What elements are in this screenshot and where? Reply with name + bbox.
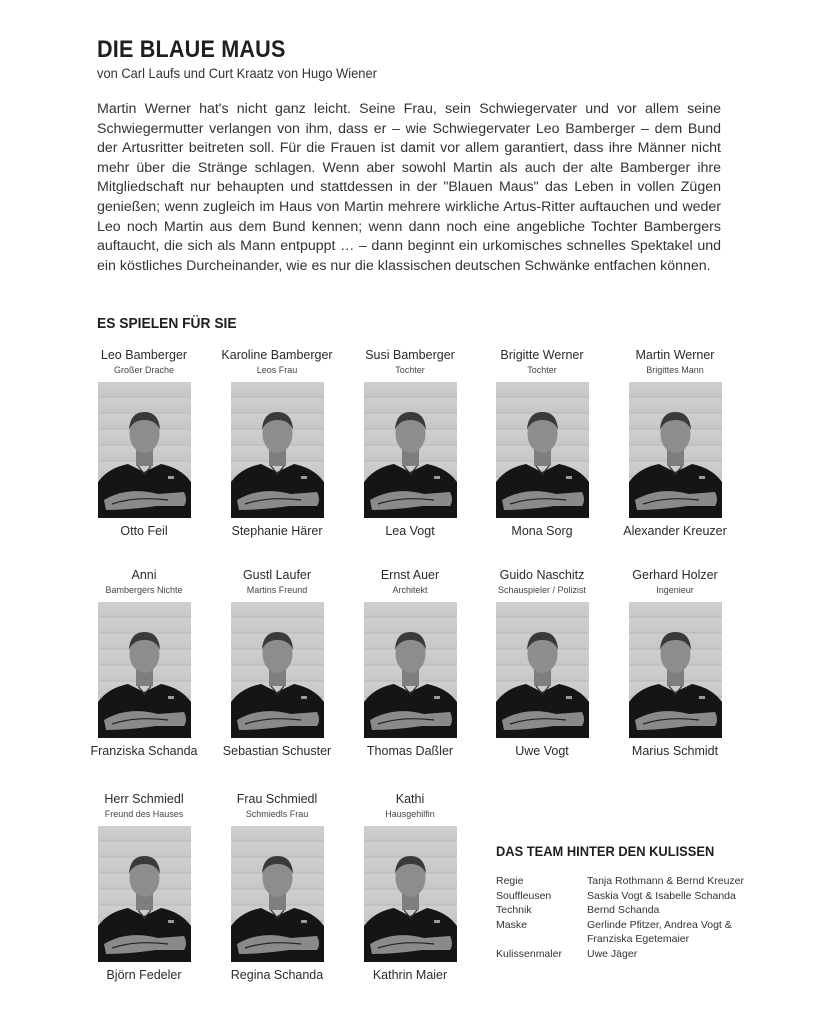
team-function: Souffleusen: [496, 889, 552, 902]
role-description: Großer Drache: [113, 365, 175, 375]
actor-name: Lea Vogt: [385, 524, 435, 538]
role-description: Architekt: [392, 585, 428, 595]
team-function: Regie: [496, 875, 524, 887]
role-name: Susi Bamberger: [365, 348, 455, 362]
team-row: [496, 918, 756, 947]
portrait-photo: [629, 602, 722, 738]
actor-name: Otto Feil: [120, 524, 168, 538]
actor-name: Uwe Vogt: [515, 744, 569, 758]
actor-photo: [496, 382, 589, 518]
portrait-photo: [231, 602, 324, 738]
actor-name: Thomas Daßler: [366, 744, 454, 758]
actor-photo: [231, 382, 324, 518]
actor-name: Regina Schanda: [230, 968, 324, 982]
actor-name: Stephanie Härer: [231, 524, 323, 538]
cast-card: [340, 792, 480, 982]
actor-photo: [364, 382, 457, 518]
role-name: Guido Naschitz: [499, 568, 585, 582]
role-description: Freund des Hauses: [104, 809, 184, 819]
cast-heading: ES SPIELEN FÜR SIE: [97, 315, 237, 332]
team-names: Tanja Rothmann & Bernd Kreuzer: [587, 875, 745, 887]
portrait-photo: [98, 826, 191, 962]
actor-photo: [629, 382, 722, 518]
actor-photo: [231, 602, 324, 738]
team-function: Technik: [496, 904, 532, 916]
role-name: Frau Schmiedl: [236, 792, 318, 806]
role-name: Martin Werner: [635, 348, 715, 362]
role-description: Schauspieler / Polizist: [497, 585, 587, 595]
actor-name: Franziska Schanda: [90, 744, 198, 758]
team-heading: DAS TEAM HINTER DEN KULISSEN: [496, 843, 715, 859]
team-row: [496, 889, 756, 904]
cast-card: [207, 348, 347, 538]
actor-photo: [496, 602, 589, 738]
portrait-photo: [98, 382, 191, 518]
role-description: Hausgehilfin: [385, 809, 435, 819]
actor-photo: [98, 602, 191, 738]
portrait-photo: [364, 602, 457, 738]
role-name: Karoline Bamberger: [221, 348, 333, 362]
portrait-photo: [231, 382, 324, 518]
cast-card: [605, 568, 745, 758]
team-row: [496, 903, 756, 918]
actor-name: Mona Sorg: [511, 524, 573, 538]
role-name: Gustl Laufer: [242, 568, 312, 582]
actor-name: Kathrin Maier: [372, 968, 448, 982]
actor-name: Marius Schmidt: [631, 744, 719, 758]
portrait-photo: [629, 382, 722, 518]
team-list: [496, 874, 756, 961]
cast-card: [207, 568, 347, 758]
role-description: Brigittes Mann: [646, 365, 704, 375]
actor-photo: [98, 826, 191, 962]
actor-photo: [98, 382, 191, 518]
role-description: Tochter: [395, 365, 425, 375]
cast-card: [605, 348, 745, 538]
role-description: Leos Frau: [256, 365, 298, 375]
role-name: Gerhard Holzer: [632, 568, 718, 582]
role-name: Anni: [131, 568, 157, 582]
cast-card: [74, 792, 214, 982]
cast-card: [472, 568, 612, 758]
role-description: Martins Freund: [246, 585, 308, 595]
role-name: Kathi: [395, 792, 425, 806]
role-description: Schmiedls Frau: [245, 809, 309, 819]
team-row: [496, 874, 756, 889]
actor-photo: [629, 602, 722, 738]
role-name: Leo Bamberger: [100, 348, 188, 362]
page-title: DIE BLAUE MAUS: [97, 36, 286, 63]
role-name: Herr Schmiedl: [104, 792, 184, 806]
team-names: Uwe Jäger: [587, 947, 638, 960]
portrait-photo: [231, 826, 324, 962]
team-names: Saskia Vogt & Isabelle Schanda: [587, 889, 736, 902]
page-subtitle: von Carl Laufs und Curt Kraatz von Hugo Wiener: [97, 65, 377, 81]
actor-photo: [364, 602, 457, 738]
cast-card: [340, 348, 480, 538]
team-function: Maske: [496, 918, 527, 931]
role-description: Tochter: [527, 365, 557, 375]
synopsis-paragraph: Martin Werner hat's nicht ganz leicht. Seine Frau, sein Schwiegervater und vor allem seine Schwiegermutter verlangen von ihm, dass er – wie Schwiegervater Leo Bamberger – dem Bund der Artusritter beitreten soll. Für die Frauen ist damit vor allem garantiert, dass ihre Männer nicht mehr über die Stränge schlagen. Wenn aber sowohl Martin als auch der alte Bamberger ihre Mitgliedschaft nur behaupten und stattdessen in der "Blauen Maus" das Leben in vollen Zügen genießen; wenn zugleich im Haus von Martin mehrere wirkliche Artus-Ritter auftauchen und weder Leo noch Martin aus dem Bund kennen; wenn dann noch eine angebliche Tochter Bambergers auftaucht, die sich als Mann entpuppt … – dann beginnt ein urkomisches schnelles Spektakel und ein köstliches Durcheinander, wie es nur die klassischen deutschen Schwänke entfachen können.: [97, 101, 721, 274]
portrait-photo: [496, 382, 589, 518]
role-name: Ernst Auer: [380, 568, 440, 582]
cast-card: [340, 568, 480, 758]
role-description: Bambergers Nichte: [105, 585, 183, 595]
actor-name: Alexander Kreuzer: [623, 524, 727, 538]
portrait-photo: [364, 382, 457, 518]
team-row: [496, 947, 756, 962]
actor-name: Sebastian Schuster: [222, 744, 332, 758]
actor-photo: [231, 826, 324, 962]
team-function: Kulissenmaler: [496, 947, 562, 960]
cast-card: [207, 792, 347, 982]
portrait-photo: [496, 602, 589, 738]
role-name: Brigitte Werner: [500, 348, 584, 362]
cast-card: [472, 348, 612, 538]
actor-name: Björn Fedeler: [106, 968, 182, 982]
portrait-photo: [364, 826, 457, 962]
cast-card: [74, 568, 214, 758]
role-description: Ingenieur: [656, 585, 694, 595]
team-names: Gerlinde Pfitzer, Andrea Vogt & Franziska Egetemaier: [587, 918, 732, 945]
actor-photo: [364, 826, 457, 962]
cast-card: [74, 348, 214, 538]
portrait-photo: [98, 602, 191, 738]
team-names: Bernd Schanda: [587, 904, 660, 916]
